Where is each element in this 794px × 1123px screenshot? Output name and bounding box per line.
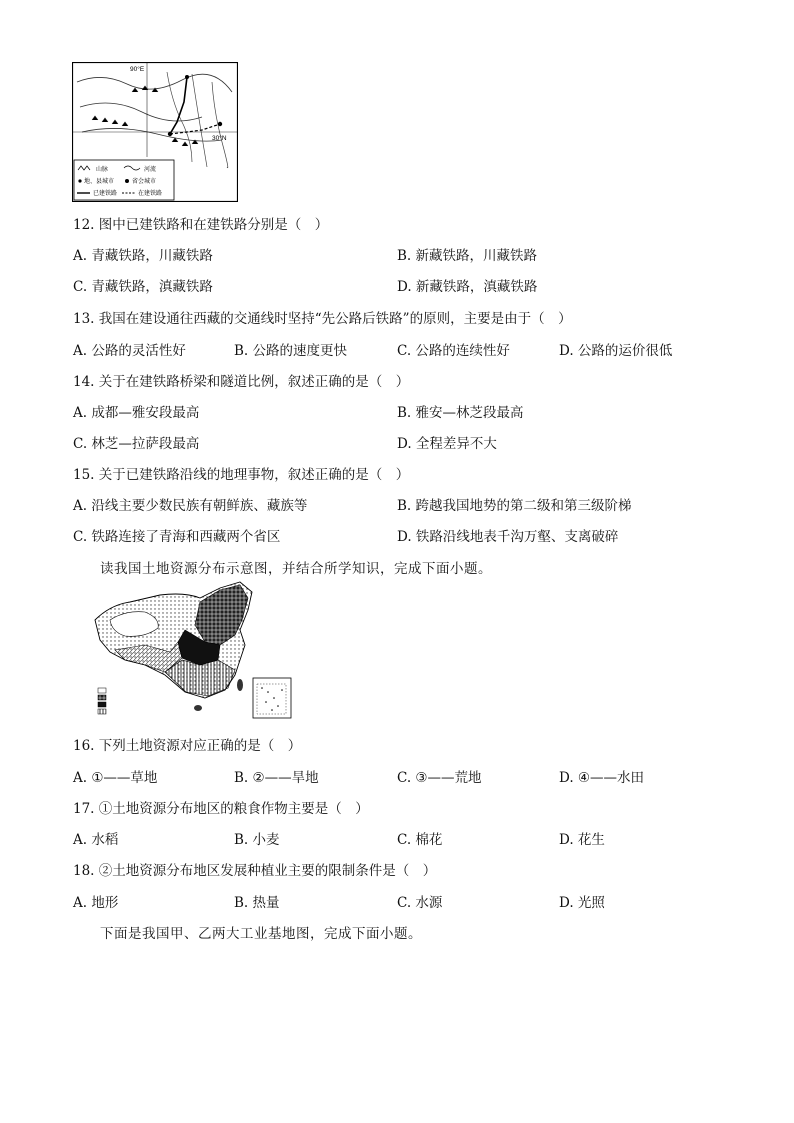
q16-option-b[interactable]: B. ②——旱地 [234,770,319,786]
question-15: 15. 关于已建铁路沿线的地理事物，叙述正确的是（ ） [73,467,410,483]
q14-option-a[interactable]: A. 成都—雅安段最高 [73,405,200,421]
lat-label: 30°N [212,135,227,142]
land-resource-map [90,580,300,720]
legend-city: 地、县城市 [84,178,115,185]
question-14: 14. 关于在建铁路桥梁和隧道比例，叙述正确的是（ ） [73,374,410,390]
q13-option-b[interactable]: B. 公路的速度更快 [234,343,348,359]
q13-option-a[interactable]: A. 公路的灵活性好 [73,343,186,359]
lon-label: 90°E [130,66,145,73]
q17-option-a[interactable]: A. 水稻 [73,832,119,848]
intro-land-resources: 读我国土地资源分布示意图，并结合所学知识，完成下面小题。 [100,561,492,577]
q15-option-d[interactable]: D. 铁路沿线地表千沟万壑、支离破碎 [397,529,619,545]
q18-option-a[interactable]: A. 地形 [73,895,119,911]
q13-option-c[interactable]: C. 公路的连续性好 [397,343,510,359]
question-18: 18. ②土地资源分布地区发展种植业主要的限制条件是（ ） [73,863,437,879]
q17-option-c[interactable]: C. 棉花 [397,832,443,848]
legend-mountain: 山脉 [96,166,109,173]
legend-building: 在建铁路 [138,190,163,197]
q16-option-a[interactable]: A. ①——草地 [73,770,158,786]
q16-option-d[interactable]: D. ④——水田 [559,770,645,786]
q15-option-c[interactable]: C. 铁路连接了青海和西藏两个省区 [73,529,281,545]
q14-option-d[interactable]: D. 全程差异不大 [397,436,497,452]
question-13: 13. 我国在建设通往西藏的交通线时坚持“先公路后铁路”的原则，主要是由于（ ） [73,311,572,327]
q18-option-d[interactable]: D. 光照 [559,895,605,911]
intro-industrial-bases: 下面是我国甲、乙两大工业基地图，完成下面小题。 [100,926,422,942]
q17-option-b[interactable]: B. 小麦 [234,832,280,848]
q16-option-c[interactable]: C. ③——荒地 [397,770,482,786]
q12-option-c[interactable]: C. 青藏铁路，滇藏铁路 [73,279,213,295]
q12-option-a[interactable]: A. 青藏铁路，川藏铁路 [73,248,213,264]
legend-river: 河流 [144,166,157,173]
q12-option-b[interactable]: B. 新藏铁路，川藏铁路 [397,248,538,264]
q14-option-b[interactable]: B. 雅安—林芝段最高 [397,405,524,421]
legend-built: 已建铁路 [93,190,118,197]
question-16: 16. 下列土地资源对应正确的是（ ） [73,738,302,754]
q18-option-b[interactable]: B. 热量 [234,895,280,911]
q17-option-d[interactable]: D. 花生 [559,832,605,848]
q12-option-d[interactable]: D. 新藏铁路，滇藏铁路 [397,279,538,295]
railway-map [72,62,238,202]
q18-option-c[interactable]: C. 水源 [397,895,443,911]
q15-option-a[interactable]: A. 沿线主要少数民族有朝鲜族、藏族等 [73,498,308,514]
q13-option-d[interactable]: D. 公路的运价很低 [559,343,673,359]
q15-option-b[interactable]: B. 跨越我国地势的第二级和第三级阶梯 [397,498,632,514]
q14-option-c[interactable]: C. 林芝—拉萨段最高 [73,436,200,452]
legend-capital: 省会城市 [132,178,157,185]
question-12: 12. 图中已建铁路和在建铁路分别是（ ） [73,217,329,233]
question-17: 17. ①土地资源分布地区的粮食作物主要是（ ） [73,801,369,817]
